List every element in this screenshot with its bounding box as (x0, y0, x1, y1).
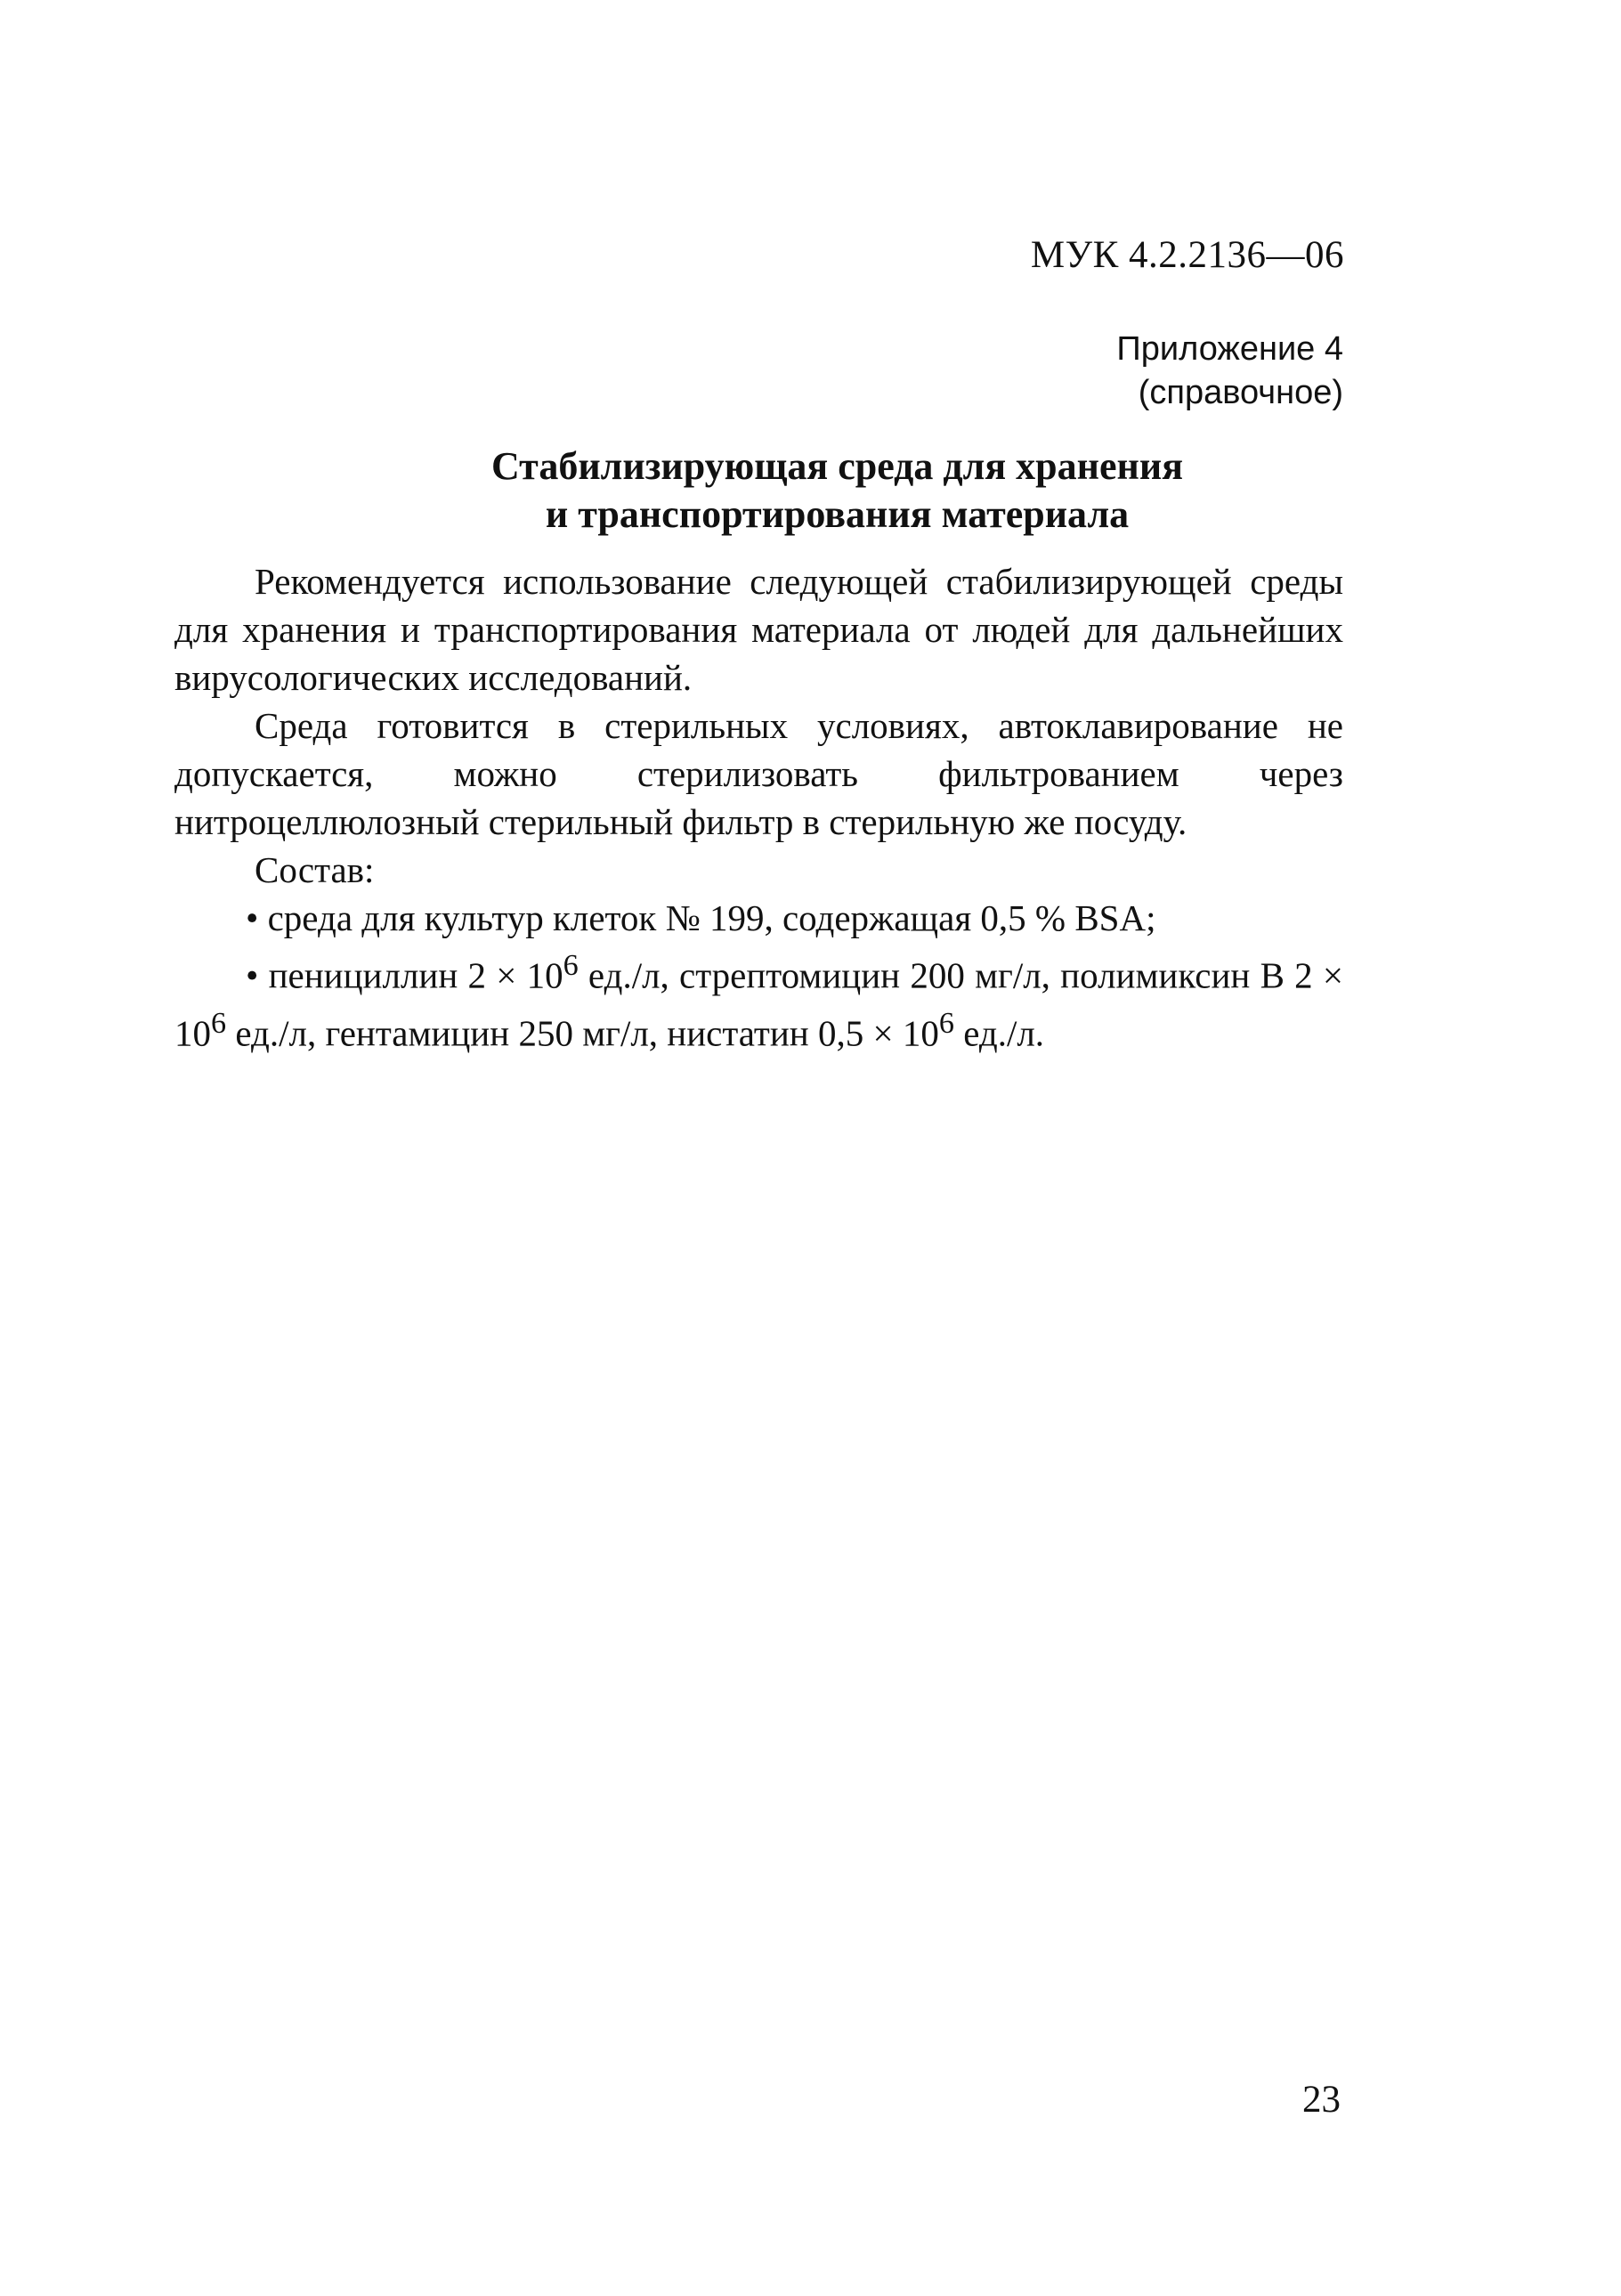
list-item-medium: • среда для культур клеток № 199, содержащая 0,5 % BSA; (246, 897, 1156, 938)
exponent-2: 6 (211, 1006, 227, 1040)
appendix-type: (справочное) (1138, 374, 1343, 411)
page-number: 23 (1302, 2079, 1341, 2121)
antibiotics-text-4: ед./л. (953, 1012, 1045, 1054)
antibiotics-text-2: ед./л, стрептомицин 200 мг/л, полимиксин В 2 × 10 (174, 954, 1343, 1054)
antibiotics-text-1: • пенициллин 2 × 10 (246, 954, 563, 996)
exponent-3: 6 (938, 1006, 954, 1040)
composition-label: Состав: (255, 849, 375, 890)
section-title (0, 442, 1621, 539)
section-title-line-1: Стабилизирующая среда для хранения (490, 444, 1184, 488)
body-text (174, 557, 1343, 1057)
appendix-number: Приложение 4 (1116, 330, 1343, 368)
paragraph-recommendation: Рекомендуется использование следующей стабилизирующей среды для хранения и транспортирования материала от людей для дальнейших вирусологических исследований. (174, 561, 1343, 698)
list-item-antibiotics (174, 942, 1343, 1057)
exponent-1: 6 (563, 949, 579, 982)
paragraph-preparation: Среда готовится в стерильных условиях, автоклавирование не допускается, можно стерилизовать фильтрованием через нитроцеллюлозный стерильный фильтр в стерильную же посуду. (174, 705, 1343, 842)
section-title-line-2: и транспортирования материала (545, 492, 1130, 536)
appendix-label (1116, 328, 1343, 415)
antibiotics-text-3: ед./л, гентамицин 250 мг/л, нистатин 0,5 × 10 (226, 1012, 939, 1054)
document-code: МУК 4.2.2136—06 (1030, 234, 1344, 276)
